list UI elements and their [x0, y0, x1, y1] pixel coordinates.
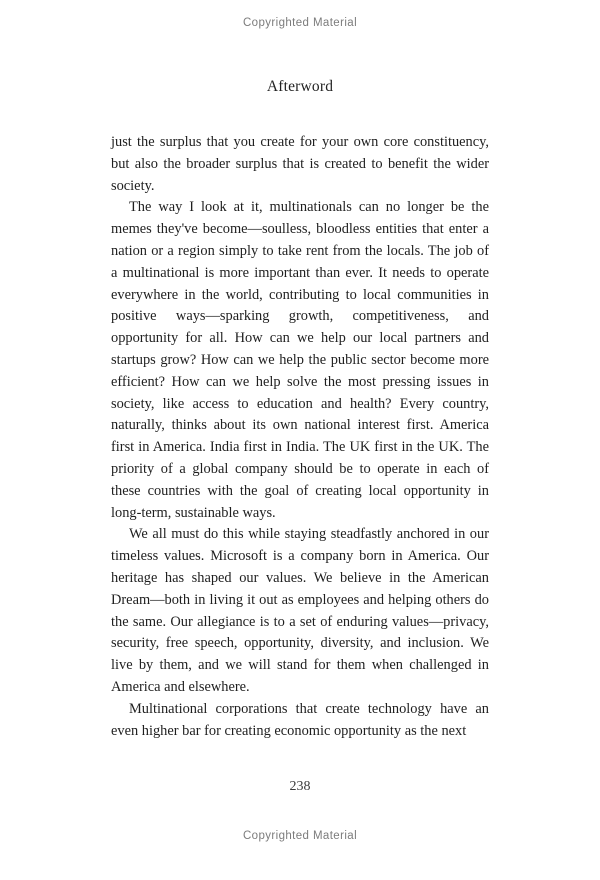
- paragraph: We all must do this while staying steadfastly anchored in our timeless values. Microsoft is a company born in America. Our heritage has shaped our values. We believe in the American Dream—both in living it out as employees and helping others do the same. Our allegiance is to a set of enduring values—privacy, security, free speech, opportunity, diversity, and inclusion. We live by them, and we will stand for them when challenged in America and elsewhere.: [111, 526, 489, 695]
- chapter-title: Afterword: [266, 78, 334, 95]
- body-text: [111, 132, 489, 742]
- paragraph: Multinational corporations that create technology have an even higher bar for creating economic opportunity as the next: [111, 700, 489, 739]
- copyright-watermark-top: Copyrighted Material: [242, 17, 358, 29]
- paragraph: The way I look at it, multinationals can no longer be the memes they've become—soulless, bloodless entities that enter a nation or a region simply to take rent from the locals. The job of a multinational is more important than ever. It needs to operate everywhere in the world, contributing to local communities in positive ways—sparking growth, competitiveness, and opportunity for all. How can we help our local partners and startups grow? How can we help the public sector become more efficient? How can we help solve the most pressing issues in society, like access to education and health? Every country, naturally, thinks about its own national interest first. America first in America. India first in India. The UK first in the UK. The priority of a global company should be to operate in each of these countries with the goal of creating local opportunity in long-term, sustainable ways.: [111, 199, 489, 521]
- paragraph: just the surplus that you create for your own core constituency, but also the broader surplus that is created to benefit the wider society.: [111, 134, 489, 194]
- copyright-watermark-bottom: Copyrighted Material: [242, 830, 358, 842]
- page-number: 238: [289, 779, 311, 794]
